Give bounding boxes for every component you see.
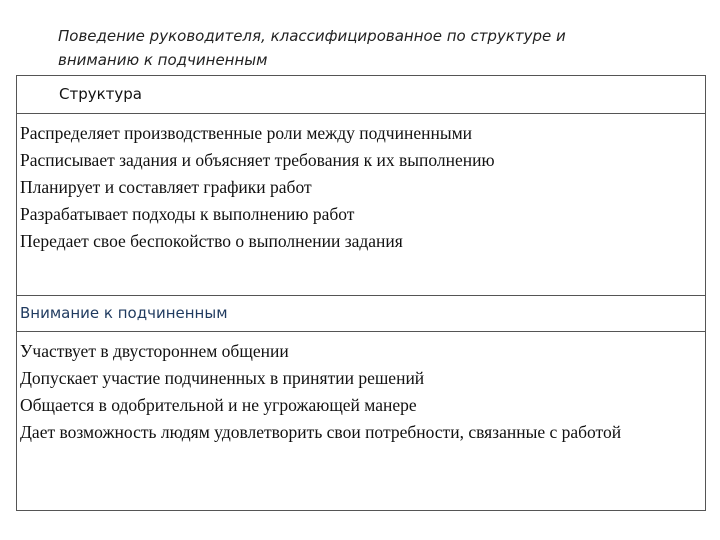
attention-item: Допускает участие подчиненных в принятии решений	[20, 368, 425, 388]
attention-header-row	[17, 296, 705, 332]
attention-item: Участвует в двустороннем общении	[20, 341, 289, 361]
structure-heading: Структура	[59, 85, 142, 103]
structure-item: Передает свое беспокойство о выполнении задания	[20, 231, 403, 251]
attention-list	[20, 338, 702, 446]
structure-list	[20, 120, 702, 255]
attention-heading: Внимание к подчиненным	[20, 304, 228, 322]
structure-item: Разрабатывает подходы к выполнению работ	[20, 204, 355, 224]
slide-title	[58, 24, 658, 72]
title-line-1: Поведение руководителя, классифицированное по структуре и	[58, 27, 566, 45]
title-line-2: вниманию к подчиненным	[58, 51, 268, 69]
structure-item: Расписывает задания и объясняет требования к их выполнению	[20, 150, 495, 170]
attention-item: Дает возможность людям удовлетворить свои потребности, связанные с работой	[20, 422, 622, 442]
attention-item: Общается в одобрительной и не угрожающей манере	[20, 395, 417, 415]
structure-header-row	[17, 76, 705, 114]
structure-item: Планирует и составляет графики работ	[20, 177, 312, 197]
attention-body-row	[17, 332, 705, 510]
structure-body-row	[17, 114, 705, 296]
behavior-table	[16, 75, 706, 511]
structure-item: Распределяет производственные роли между подчиненными	[20, 123, 473, 143]
